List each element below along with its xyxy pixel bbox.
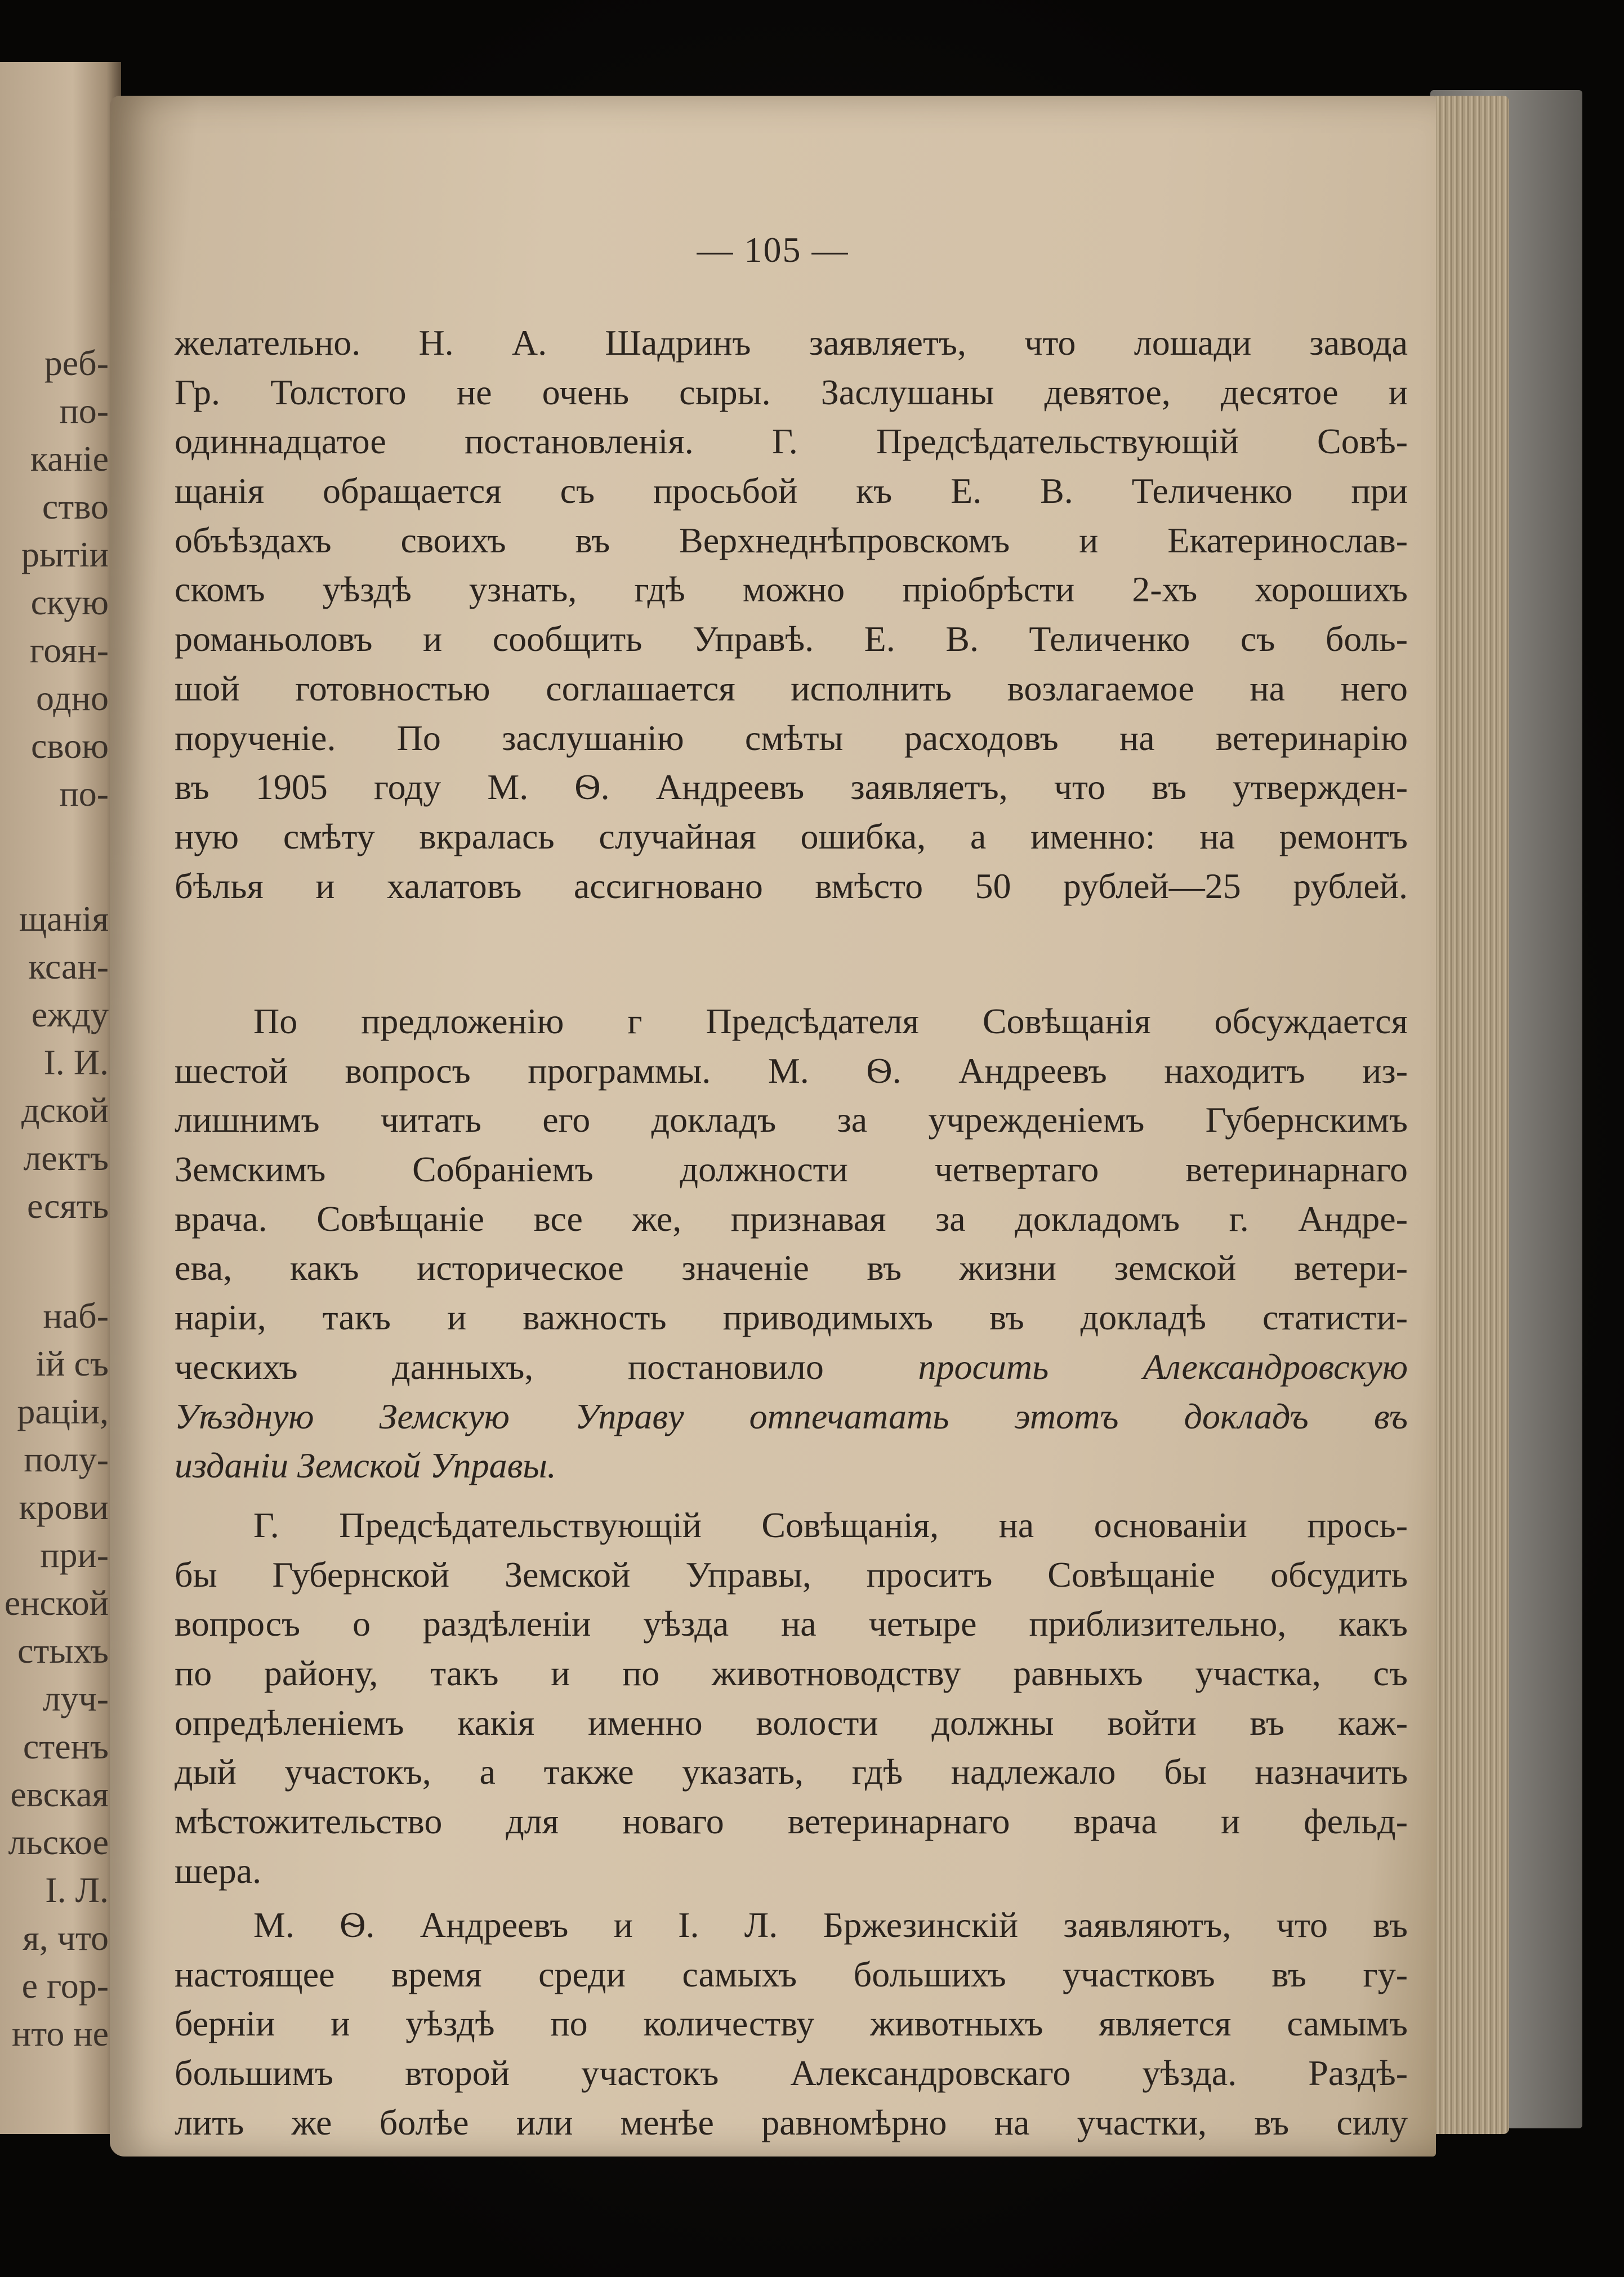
text-line: опредѣленіемъ какія именно волости должны войти въ каж-: [175, 1702, 1408, 1743]
left-page-fragment: раціи,: [17, 1391, 109, 1431]
left-page-fragment: ій съ: [35, 1343, 109, 1383]
text-line: ную смѣту вкралась случайная ошибка, а именно: на ремонтъ: [175, 816, 1408, 856]
left-page-fragment: при-: [40, 1535, 109, 1575]
text-line: лить же болѣе или менѣе равномѣрно на участки, въ силу: [175, 2102, 1408, 2142]
left-page-fragment: наб-: [43, 1296, 109, 1336]
text-segment: ческихъ данныхъ, постановило: [175, 1346, 824, 1387]
text-line: врача. Совѣщаніе все же, признавая за докладомъ г. Андре-: [175, 1198, 1408, 1239]
text-line: вопросъ о раздѣленіи уѣзда на четыре приблизительно, какъ: [175, 1604, 1408, 1644]
left-page-fragment: я, что: [23, 1918, 109, 1958]
text-line: одиннадцатое постановленія. Г. Предсѣдательствующій Совѣ-: [175, 421, 1408, 462]
text-line: Гр. Толстого не очень сыры. Заслушаны девятое, десятое и: [175, 372, 1408, 412]
left-page-fragment: полу-: [24, 1439, 109, 1479]
left-page-fragment: стенъ: [23, 1726, 109, 1766]
text-line: [175, 1342, 1408, 1392]
text-line: изданіи Земской Управы.: [175, 1445, 556, 1486]
text-line: скомъ уѣздѣ узнать, гдѣ можно пріобрѣсти 2-хъ хорошихъ: [175, 569, 1408, 610]
left-page-fragment: ежду: [31, 994, 109, 1034]
text-line: Уѣздную Земскую Управу отпечатать этотъ докладъ въ: [175, 1396, 1408, 1436]
text-line: Г. Предсѣдательствующій Совѣщанія, на основаніи прось-: [253, 1505, 1408, 1545]
italic-text-segment: просить Александровскую: [918, 1346, 1408, 1387]
left-page-fragment: ксан-: [28, 946, 109, 986]
text-line: берніи и уѣздѣ по количеству животныхъ является самымъ: [175, 2003, 1408, 2044]
text-line: шой готовностью соглашается исполнить возлагаемое на него: [175, 668, 1408, 708]
left-page-fragment: одно: [36, 678, 109, 718]
left-page-fragment: ство: [42, 486, 109, 526]
text-line: дый участокъ, а также указать, гдѣ надлежало бы назначить: [175, 1752, 1408, 1792]
left-page-fragment: стыхъ: [17, 1631, 109, 1671]
text-line: по району, такъ и по животноводству равныхъ участка, съ: [175, 1653, 1408, 1694]
left-page-fragment: І. Л.: [45, 1870, 109, 1910]
text-line: въ 1905 году М. Ѳ. Андреевъ заявляетъ, что въ утвержден-: [175, 767, 1408, 807]
text-line: бѣлья и халатовъ ассигновано вмѣсто 50 рублей—25 рублей.: [175, 865, 1408, 906]
left-page-fragment: нто не: [11, 2013, 109, 2053]
left-page-fragment: реб-: [44, 343, 109, 383]
left-page-fragment: крови: [19, 1487, 109, 1527]
left-page-fragment: скую: [30, 582, 109, 622]
page-number: — 105 —: [697, 230, 849, 270]
text-line: большимъ второй участокъ Александровскаго уѣзда. Раздѣ-: [175, 2053, 1408, 2093]
text-line: щанія обращается съ просьбой къ Е. В. Теличенко при: [175, 471, 1408, 511]
left-page-fragment: І. И.: [43, 1042, 109, 1082]
text-line: Земскимъ Собраніемъ должности четвертаго ветеринарнаго: [175, 1149, 1408, 1190]
left-page-fragment: гоян-: [29, 630, 109, 670]
text-line: По предложенію г Предсѣдателя Совѣщанія обсуждается: [253, 1001, 1408, 1041]
text-line: шера.: [175, 1850, 262, 1891]
text-line: объѣздахъ своихъ въ Верхнеднѣпровскомъ и Екатеринослав-: [175, 520, 1408, 560]
text-line: М. Ѳ. Андреевъ и І. Л. Бржезинскій заявляютъ, что въ: [253, 1905, 1408, 1945]
text-line: ева, какъ историческое значеніе въ жизни земской ветери-: [175, 1248, 1408, 1288]
left-page-fragment: свою: [31, 726, 109, 766]
text-line: шестой вопросъ программы. М. Ѳ. Андреевъ находитъ из-: [175, 1050, 1408, 1091]
left-page-fragment: рытіи: [21, 534, 109, 574]
text-line: порученіе. По заслушанію смѣты расходовъ на ветеринарію: [175, 717, 1408, 758]
left-page-fragment: дской: [21, 1090, 109, 1130]
left-page-fragment: щанія: [19, 899, 109, 939]
text-line: романьоловъ и сообщить Управѣ. Е. В. Теличенко съ боль-: [175, 619, 1408, 659]
text-line: лишнимъ читать его докладъ за учрежденіемъ Губернскимъ: [175, 1100, 1408, 1140]
paragraph-4: [175, 1900, 1408, 2147]
left-page-fragment: е гор-: [21, 1966, 109, 2006]
text-line: нарiи, такъ и важность приводимыхъ въ докладѣ статисти-: [175, 1297, 1408, 1338]
book-page: [110, 96, 1436, 2157]
text-line: желательно. Н. А. Шадринъ заявляетъ, что лошади завода: [175, 323, 1408, 363]
left-facing-page: [0, 62, 121, 2134]
left-page-fragment: льское: [8, 1822, 109, 1862]
left-page-fragment: енской: [4, 1583, 109, 1623]
text-line: настоящее время среди самыхъ большихъ участковъ въ гу-: [175, 1954, 1408, 1994]
paragraph-3: [175, 1501, 1408, 1896]
paragraph-1: [175, 318, 1408, 910]
left-page-fragment: луч-: [42, 1678, 109, 1718]
left-page-fragment: лектъ: [23, 1138, 109, 1178]
text-line: мѣстожительство для новаго ветеринарнаго врача и фельд-: [175, 1801, 1408, 1842]
left-page-fragment: по-: [59, 774, 109, 814]
text-line: бы Губернской Земской Управы, проситъ Совѣщаніе обсудить: [175, 1554, 1408, 1595]
left-page-fragment: есять: [27, 1186, 109, 1226]
left-page-fragment: евская: [10, 1774, 109, 1814]
left-page-fragment: каніе: [30, 439, 109, 479]
left-page-fragment: по-: [59, 391, 109, 431]
paragraph-2: [175, 997, 1408, 1490]
